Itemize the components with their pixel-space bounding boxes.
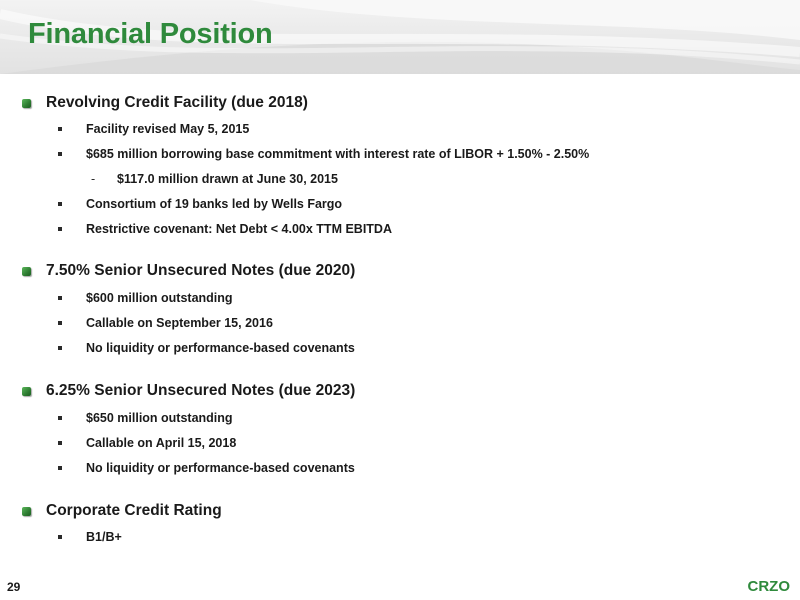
square-bullet-icon — [58, 416, 62, 420]
list-item-text: $650 million outstanding — [86, 411, 233, 425]
section-heading — [22, 382, 355, 400]
section-heading-text: 7.50% Senior Unsecured Notes (due 2020) — [46, 262, 356, 279]
list-item-text: Callable on September 15, 2016 — [86, 316, 273, 330]
square-bullet-icon — [58, 321, 62, 325]
list-item-text: No liquidity or performance-based covenants — [86, 461, 355, 475]
list-item — [58, 436, 236, 450]
square-bullet-icon — [58, 152, 62, 156]
square-bullet-icon — [58, 441, 62, 445]
list-item-text: Callable on April 15, 2018 — [86, 436, 237, 450]
section-heading — [22, 262, 355, 280]
list-item — [58, 291, 233, 305]
list-item — [58, 222, 392, 236]
dash-bullet-icon: - — [91, 172, 96, 186]
square-bullet-icon — [58, 466, 62, 470]
list-item-text: Restrictive covenant: Net Debt < 4.00x TTM EBITDA — [86, 222, 392, 236]
list-item-text: $685 million borrowing base commitment with interest rate of LIBOR + 1.50% - 2.50% — [86, 147, 590, 161]
section-heading-text: Revolving Credit Facility (due 2018) — [46, 94, 308, 111]
list-item-text: Facility revised May 5, 2015 — [86, 122, 250, 136]
green-bullet-icon — [22, 99, 31, 108]
slide-title: Financial Position — [28, 18, 273, 50]
green-bullet-icon — [22, 387, 31, 396]
section-heading — [22, 502, 222, 520]
green-bullet-icon — [22, 507, 31, 516]
list-item — [58, 341, 355, 355]
list-item-text: No liquidity or performance-based covenants — [86, 341, 355, 355]
list-item — [58, 122, 249, 136]
section-heading-text: Corporate Credit Rating — [46, 502, 222, 519]
square-bullet-icon — [58, 227, 62, 231]
company-logo: CRZO — [747, 578, 790, 595]
list-item-text: Consortium of 19 banks led by Wells Fargo — [86, 197, 343, 211]
nested-list-item-text: $117.0 million drawn at June 30, 2015 — [117, 172, 338, 186]
list-item-text: $600 million outstanding — [86, 291, 233, 305]
square-bullet-icon — [58, 127, 62, 131]
green-bullet-icon — [22, 267, 31, 276]
list-item — [58, 316, 273, 330]
list-item — [58, 147, 589, 161]
square-bullet-icon — [58, 535, 62, 539]
list-item — [58, 411, 233, 425]
square-bullet-icon — [58, 346, 62, 350]
square-bullet-icon — [58, 202, 62, 206]
list-item — [58, 197, 342, 211]
page-number: 29 — [7, 580, 21, 594]
list-item-text: B1/B+ — [86, 530, 122, 544]
section-heading-text: 6.25% Senior Unsecured Notes (due 2023) — [46, 382, 356, 399]
section-heading — [22, 94, 308, 112]
list-item — [58, 461, 355, 475]
nested-list-item — [91, 172, 338, 186]
square-bullet-icon — [58, 296, 62, 300]
list-item — [58, 530, 122, 544]
